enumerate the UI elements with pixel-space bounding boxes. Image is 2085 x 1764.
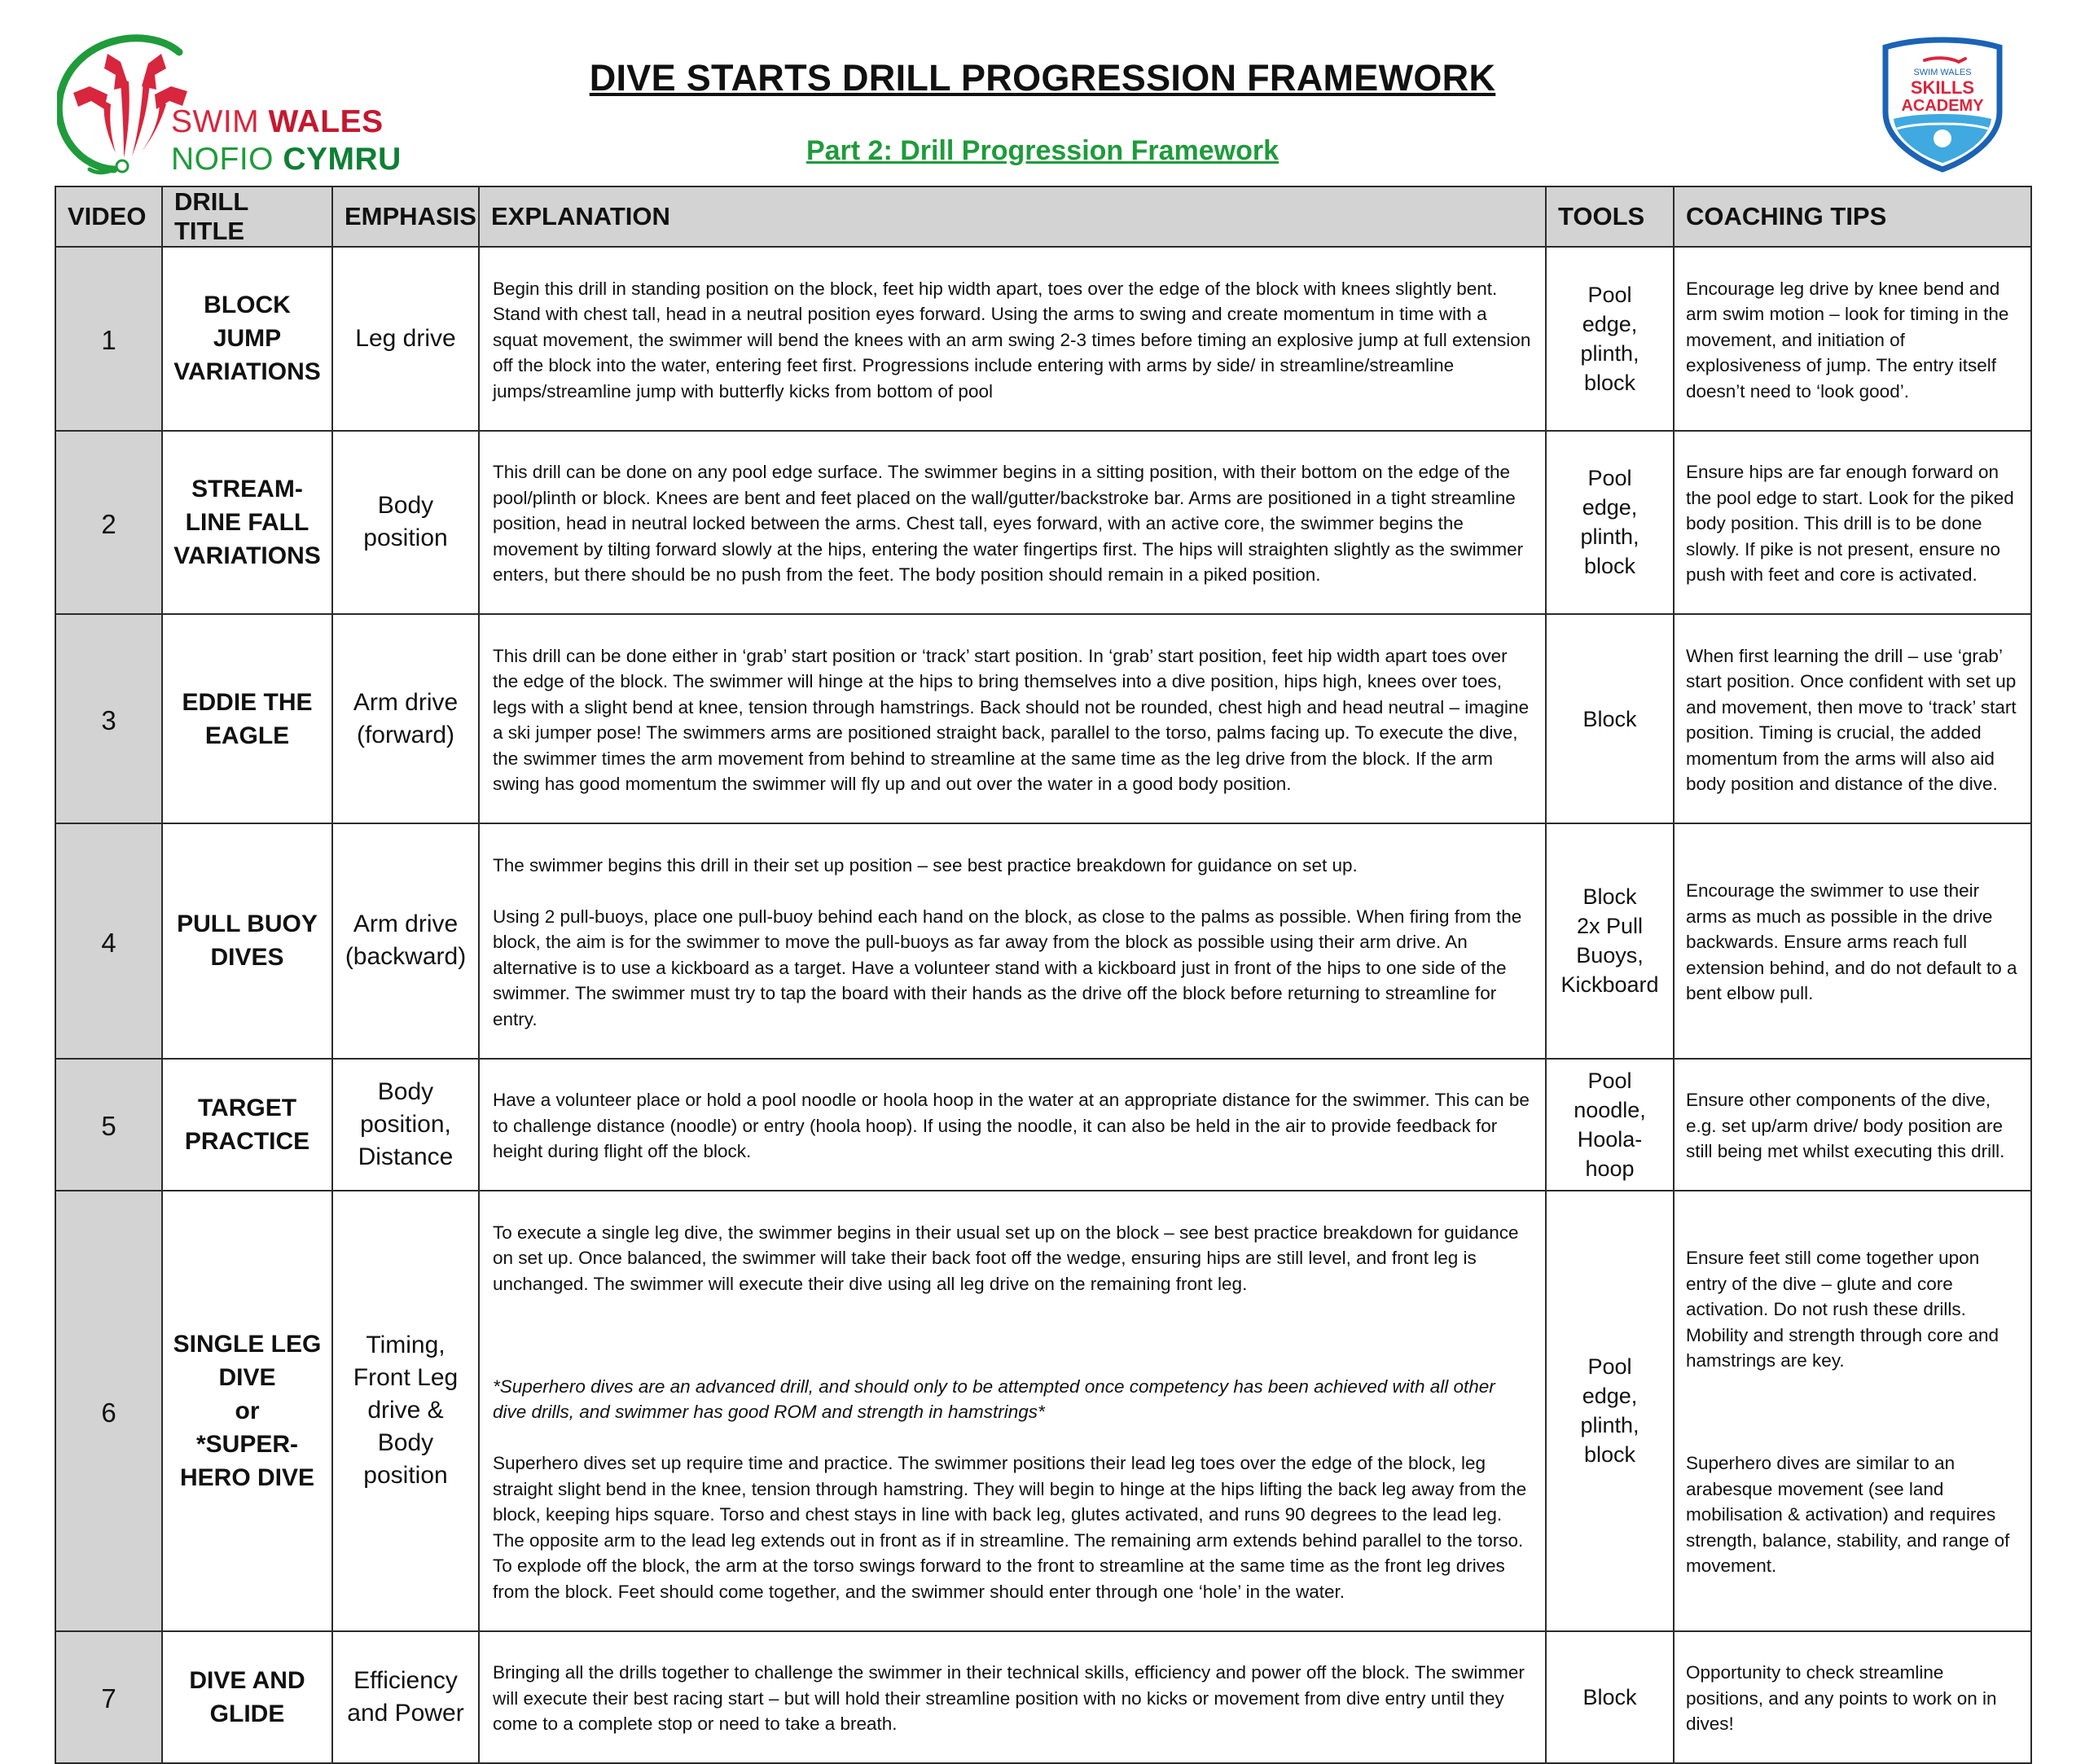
column-header-drill-title: DRILL TITLE: [162, 186, 332, 247]
video-number: 1: [55, 247, 162, 431]
brand-name-welsh: NOFIO CYMRU: [171, 142, 402, 177]
drill-title: STREAM- LINE FALL VARIATIONS: [162, 431, 332, 615]
drill-tools: Block: [1546, 1631, 1674, 1764]
drill-emphasis: Body position, Distance: [332, 1059, 479, 1191]
table-row: [55, 247, 2031, 431]
coaching-tips: Encourage the swimmer to use their arms as much as possible in the drive backwards. Ensure arms reach full extension behind, and do not default to a bent elbow pull.: [1674, 823, 2031, 1059]
page-subtitle: Part 2: Drill Progression Framework: [805, 135, 1280, 166]
drill-explanation: Begin this drill in standing position on the block, feet hip width apart, toes over the edge of the block with knees slightly bent. Stand with chest tall, head in a neutral position eyes forward. Using the arms to swing and create momentum in time with a squat movement, the swimmer will bend the knees with an arm swing 2-3 times before timing an explosive jump at full extension off the block into the water, entering feet first. Progressions include entering with arms by side/ in streamline/streamline jumps/streamline jump with butterfly kicks from bottom of pool: [479, 247, 1546, 431]
drill-tools: Pool noodle, Hoola- hoop: [1546, 1059, 1674, 1191]
video-number: 7: [55, 1631, 162, 1764]
drill-tools: Pool edge, plinth, block: [1546, 1191, 1674, 1631]
video-number: 2: [55, 431, 162, 615]
video-number: 3: [55, 614, 162, 823]
drill-tools: Block 2x Pull Buoys, Kickboard: [1546, 823, 1674, 1059]
coaching-tips: Encourage leg drive by knee bend and arm swim motion – look for timing in the movement, and initiation of explosiveness of jump. The entry itself doesn’t need to ‘look good’.: [1674, 247, 2031, 431]
drill-tools: Block: [1546, 614, 1674, 823]
table-row: [55, 823, 2031, 1059]
skills-academy-badge: [1877, 34, 2008, 173]
drill-explanation: This drill can be done either in ‘grab’ start position or ‘track’ start position. In ‘grab’ start position, feet hip width apart toes over the edge of the block. The swimmer will hinge at the hips to bring themselves into a dive position, hips high, knees over toes, legs with a slight bend at knee, tension through hamstrings. Back should not be rounded, chest high and head neutral – imagine a ski jumper pose! The swimmers arms are positioned straight back, parallel to the torso, palms facing up. To execute the dive, the swimmer times the arm movement from behind to streamline at the same time as the leg drive from the block. If the arm swing has good momentum the swimmer will fly up and out over the water in a good body position.: [479, 614, 1546, 823]
coaching-tips: Ensure hips are far enough forward on the pool edge to start. Look for the piked body position. This drill is to be done slowly. If pike is not present, ensure no push with feet and core is activated.: [1674, 431, 2031, 615]
column-header-video: VIDEO: [55, 186, 162, 247]
column-header-tools: TOOLS: [1546, 186, 1674, 247]
drill-emphasis: Leg drive: [332, 247, 479, 431]
drill-tools: Pool edge, plinth, block: [1546, 247, 1674, 431]
drill-progression-table: [55, 186, 2032, 1764]
drill-explanation: This drill can be done on any pool edge surface. The swimmer begins in a sitting position, with their bottom on the edge of the pool/plinth or block. Knees are bent and feet placed on the wall/gutter/backstroke bar. Arms are positioned in a tight streamline position, head in neutral locked between the arms. Chest tall, eyes forward, with an active core, the swimmer begins the movement by tilting forward slowly at the hips, entering the water fingertips first. The hips will straighten slightly as the swimmer enters, but there should be no push from the feet. The body position should remain in a piked position.: [479, 431, 1546, 615]
svg-text:ACADEMY: ACADEMY: [1901, 97, 1984, 115]
table-header-row: [55, 186, 2031, 247]
video-number: 5: [55, 1059, 162, 1191]
svg-text:SKILLS: SKILLS: [1910, 77, 1975, 98]
drill-title: SINGLE LEG DIVE or *SUPER- HERO DIVE: [162, 1191, 332, 1631]
drill-emphasis: Timing, Front Leg drive & Body position: [332, 1191, 479, 1631]
drill-emphasis: Body position: [332, 431, 479, 615]
video-number: 6: [55, 1191, 162, 1631]
coaching-tips: Ensure feet still come together upon entry of the dive – glute and core activation. Do not rush these drills. Mobility and strength through core and hamstrings are key. Superhero dives are similar to an arabesque movement (see land mobilisation & activation) and requires strength, balance, stability, and range of movement.: [1674, 1191, 2031, 1631]
coaching-tips: Ensure other components of the dive, e.g. set up/arm drive/ body position are still being met whilst executing this drill.: [1674, 1059, 2031, 1191]
brand-name-english: SWIM WALES: [171, 104, 384, 139]
column-header-coaching-tips: COACHING TIPS: [1674, 186, 2031, 247]
video-number: 4: [55, 823, 162, 1059]
superhero-warning-note: *Superhero dives are an advanced drill, and should only to be attempted once competency has been achieved with all other dive drills, and swimmer has good ROM and strength in hamstrings*: [493, 1376, 1495, 1422]
drill-tools: Pool edge, plinth, block: [1546, 431, 1674, 615]
table-row: [55, 614, 2031, 823]
page-title: DIVE STARTS DRILL PROGRESSION FRAMEWORK: [589, 57, 1496, 99]
coaching-tips: When first learning the drill – use ‘grab’ start position. Once confident with set up and movement, then move to ‘track’ start position. Timing is crucial, the added momentum from the arms will also aid body position and distance of the dive.: [1674, 614, 2031, 823]
drill-title: DIVE AND GLIDE: [162, 1631, 332, 1764]
column-header-explanation: EXPLANATION: [479, 186, 1546, 247]
drill-explanation: To execute a single leg dive, the swimmer begins in their usual set up on the block – see best practice breakdown for guidance on set up. Once balanced, the swimmer will take their back foot off the wedge, ensuring hips are still level, and front leg is unchanged. The swimmer will execute their dive using all leg drive on the remaining front leg. *Superhero dives are an advanced drill, and should only to be attempted once competency has been achieved with all other dive drills, and swimmer has good ROM and strength in hamstrings* Superhero dives set up require time and practice. The swimmer positions their lead leg toes over the edge of the block, leg straight slight bend in the knee, tension through hamstring. They will begin to hinge at the hips lifting the back leg away from the block, keeping hips square. Torso and chest stays in line with back leg, glutes activated, and runs 90 degrees to the lead leg. The opposite arm to the lead leg extends out in front as if in streamline. The remaining arm extends behind parallel to the torso. To explode off the block, the arm at the torso swings forward to the front to streamline at the same time as the front leg drives from the block. Feet should come together, and the swimmer should enter through one ‘hole’ in the water.: [479, 1191, 1546, 1631]
table-row: [55, 431, 2031, 615]
coaching-tips: Opportunity to check streamline positions, and any points to work on in dives!: [1674, 1631, 2031, 1764]
title-block: [521, 57, 1564, 167]
drill-explanation: Bringing all the drills together to challenge the swimmer in their technical skills, efficiency and power off the block. The swimmer will execute their best racing start – but will hold their streamline position with no kicks or movement from dive entry until they come to a complete stop or need to take a breath.: [479, 1631, 1546, 1764]
table-row: [55, 1059, 2031, 1191]
drill-title: BLOCK JUMP VARIATIONS: [162, 247, 332, 431]
swim-wales-logo: [57, 29, 402, 177]
drill-emphasis: Efficiency and Power: [332, 1631, 479, 1764]
drill-explanation: The swimmer begins this drill in their set up position – see best practice breakdown for guidance on set up. Using 2 pull-buoys, place one pull-buoy behind each hand on the block, as close to the palms as possible. When firing from the block, the aim is for the swimmer to move the pull-buoys as far away from the block as possible using their arm drive. An alternative is to use a kickboard as a target. Have a volunteer stand with a kickboard just in front of the hips to one side of the swimmer. The swimmer must try to tap the board with their hands as the drive off the block before returning to streamline for entry.: [479, 823, 1546, 1059]
drill-title: TARGET PRACTICE: [162, 1059, 332, 1191]
svg-text:SWIM WALES: SWIM WALES: [1913, 68, 1972, 77]
column-header-emphasis: EMPHASIS: [332, 186, 479, 247]
table-row: [55, 1631, 2031, 1764]
drill-title: PULL BUOY DIVES: [162, 823, 332, 1059]
drill-explanation: Have a volunteer place or hold a pool noodle or hoola hoop in the water at an appropriate distance for the swimmer. This can be to challenge distance (noodle) or entry (hoola hoop). If using the noodle, it can also be held in the air to provide feedback for height during flight off the block.: [479, 1059, 1546, 1191]
table-row: [55, 1191, 2031, 1631]
drill-emphasis: Arm drive (backward): [332, 823, 479, 1059]
shield-badge-icon: [1877, 34, 2008, 173]
drill-title: EDDIE THE EAGLE: [162, 614, 332, 823]
drill-emphasis: Arm drive (forward): [332, 614, 479, 823]
